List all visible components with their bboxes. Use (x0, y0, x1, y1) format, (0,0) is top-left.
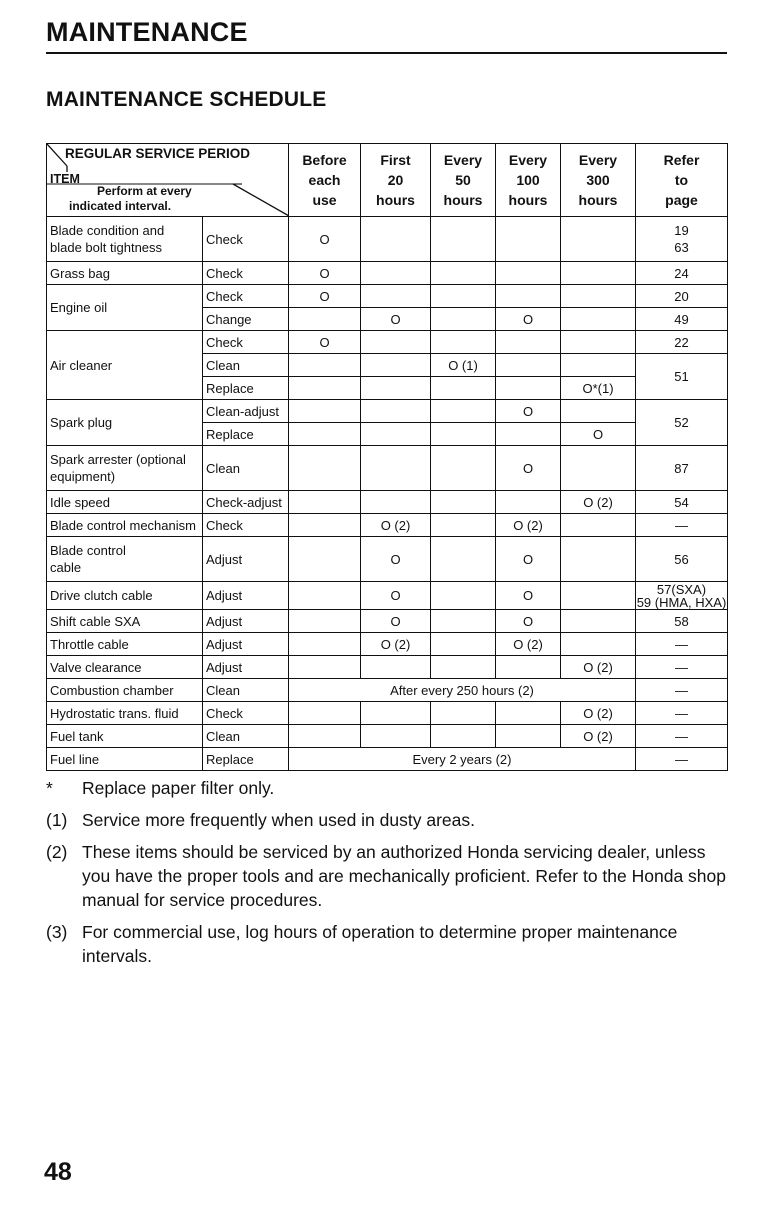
empty-cell (289, 610, 361, 633)
action-cell: Adjust (203, 537, 289, 582)
item-cell: Drive clutch cable (47, 582, 203, 610)
empty-cell (561, 331, 636, 354)
action-cell: Check (203, 514, 289, 537)
empty-cell (496, 285, 561, 308)
item-cell: Combustion chamber (47, 679, 203, 702)
empty-cell (496, 423, 561, 446)
mark-cell: O (496, 582, 561, 610)
empty-cell (561, 262, 636, 285)
mark-cell: O (2) (561, 491, 636, 514)
interval-cell: Every 2 years (2) (289, 748, 636, 771)
mark-cell: O (289, 217, 361, 262)
empty-cell (561, 354, 636, 377)
empty-cell (431, 633, 496, 656)
empty-cell (361, 491, 431, 514)
empty-cell (496, 491, 561, 514)
item-cell: Blade control cable (47, 537, 203, 582)
empty-cell (431, 702, 496, 725)
mark-cell: O (289, 262, 361, 285)
item-cell: Air cleaner (47, 331, 203, 400)
item-label: ITEM (50, 172, 80, 186)
table-row (47, 491, 728, 514)
empty-cell (496, 354, 561, 377)
empty-cell (361, 217, 431, 262)
table-row (47, 725, 728, 748)
footnote-key: * (46, 778, 53, 798)
action-cell: Adjust (203, 582, 289, 610)
page-cell: 54 (636, 491, 728, 514)
empty-cell (561, 217, 636, 262)
empty-cell (496, 217, 561, 262)
page-cell: 56 (636, 537, 728, 582)
col-header-text: Refer to page (663, 152, 700, 208)
empty-cell (431, 725, 496, 748)
mark-cell: O (361, 610, 431, 633)
mark-cell: O (561, 423, 636, 446)
table-row (47, 610, 728, 633)
mark-cell: O (2) (496, 514, 561, 537)
empty-cell (496, 262, 561, 285)
empty-cell (361, 262, 431, 285)
mark-cell: O (289, 285, 361, 308)
mark-cell: O (361, 537, 431, 582)
header-rule (46, 52, 727, 54)
item-cell: Hydrostatic trans. fluid (47, 702, 203, 725)
empty-cell (496, 656, 561, 679)
page-cell: 49 (636, 308, 728, 331)
item-cell: Grass bag (47, 262, 203, 285)
empty-cell (431, 308, 496, 331)
interval-label: indicated interval. (69, 199, 172, 213)
table-header-row (47, 144, 728, 217)
mark-cell: O (1) (431, 354, 496, 377)
action-cell: Change (203, 308, 289, 331)
action-cell: Check (203, 285, 289, 308)
table-row (47, 400, 728, 423)
page-cell: 51 (636, 354, 728, 400)
page-cell: 57(SXA) 59 (HMA, HXA) (636, 581, 727, 610)
action-cell: Clean (203, 725, 289, 748)
empty-cell (361, 656, 431, 679)
empty-cell (289, 725, 361, 748)
mark-cell: O (496, 610, 561, 633)
empty-cell (431, 610, 496, 633)
action-cell: Check-adjust (203, 491, 289, 514)
corner-header-cell (47, 144, 289, 217)
footnote-key: (3) (46, 922, 68, 942)
action-cell: Check (203, 702, 289, 725)
empty-cell (431, 446, 496, 491)
mark-cell: O (289, 331, 361, 354)
regular-service-period-label: REGULAR SERVICE PERIOD (65, 146, 251, 161)
col-header-text: First 20 hours (376, 152, 415, 208)
action-cell: Clean-adjust (203, 400, 289, 423)
page-cell: 52 (636, 400, 728, 446)
empty-cell (361, 702, 431, 725)
item-cell: Spark plug (47, 400, 203, 446)
action-cell: Replace (203, 377, 289, 400)
col-header-refer-page (636, 144, 728, 217)
maintenance-schedule-table (46, 143, 728, 771)
page-cell: — (636, 679, 728, 702)
col-header-before-use (289, 144, 361, 217)
empty-cell (561, 582, 636, 610)
col-header-every-50 (431, 144, 496, 217)
table-row (47, 656, 728, 679)
mark-cell: O (361, 582, 431, 610)
mark-cell: O (2) (561, 702, 636, 725)
empty-cell (431, 331, 496, 354)
action-cell: Check (203, 331, 289, 354)
empty-cell (431, 400, 496, 423)
empty-cell (431, 377, 496, 400)
section-title: MAINTENANCE SCHEDULE (46, 88, 327, 111)
empty-cell (289, 702, 361, 725)
footnote-key: (2) (46, 842, 68, 862)
empty-cell (361, 354, 431, 377)
table-row (47, 748, 728, 771)
empty-cell (361, 285, 431, 308)
col-header-first-20 (361, 144, 431, 217)
item-cell: Shift cable SXA (47, 610, 203, 633)
page-cell: 24 (636, 262, 728, 285)
empty-cell (561, 446, 636, 491)
page-number: 48 (44, 1158, 72, 1186)
mark-cell: O (2) (561, 656, 636, 679)
empty-cell (289, 354, 361, 377)
empty-cell (361, 400, 431, 423)
empty-cell (361, 725, 431, 748)
item-cell: Throttle cable (47, 633, 203, 656)
action-cell: Check (203, 217, 289, 262)
item-cell: Valve clearance (47, 656, 203, 679)
col-header-text: Every 300 hours (578, 152, 618, 208)
empty-cell (289, 308, 361, 331)
mark-cell: O (2) (496, 633, 561, 656)
empty-cell (289, 633, 361, 656)
page-cell: 20 (636, 285, 728, 308)
action-cell: Replace (203, 748, 289, 771)
empty-cell (561, 610, 636, 633)
page-title: MAINTENANCE (46, 17, 248, 47)
mark-cell: O (361, 308, 431, 331)
table-row (47, 537, 728, 582)
footnote-text: These items should be serviced by an authorized Honda servicing dealer, unless you have the proper tools and are mechanically proficient. Refer to the Honda shop manual for service procedures. (82, 842, 726, 910)
item-cell: Engine oil (47, 285, 203, 331)
footnotes (46, 776, 736, 976)
empty-cell (289, 582, 361, 610)
footnote-3 (46, 920, 736, 968)
item-cell: Idle speed (47, 491, 203, 514)
empty-cell (431, 491, 496, 514)
mark-cell: O (496, 537, 561, 582)
table-row (47, 679, 728, 702)
empty-cell (431, 582, 496, 610)
empty-cell (431, 514, 496, 537)
item-cell: Fuel line (47, 748, 203, 771)
action-cell: Clean (203, 354, 289, 377)
empty-cell (561, 537, 636, 582)
empty-cell (496, 331, 561, 354)
empty-cell (431, 423, 496, 446)
empty-cell (289, 514, 361, 537)
empty-cell (431, 656, 496, 679)
empty-cell (289, 491, 361, 514)
table-row (47, 446, 728, 491)
empty-cell (496, 725, 561, 748)
page-cell: — (636, 633, 728, 656)
empty-cell (431, 537, 496, 582)
empty-cell (431, 217, 496, 262)
page-cell: — (636, 656, 728, 679)
page-cell: 58 (636, 610, 728, 633)
empty-cell (561, 285, 636, 308)
action-cell: Replace (203, 423, 289, 446)
empty-cell (361, 423, 431, 446)
item-cell: Spark arrester (optional equipment) (47, 446, 203, 491)
footnote-text: Service more frequently when used in dusty areas. (82, 810, 475, 830)
mark-cell: O (496, 400, 561, 423)
action-cell: Clean (203, 446, 289, 491)
action-cell: Adjust (203, 633, 289, 656)
footnote-asterisk (46, 776, 736, 800)
item-cell: Blade control mechanism (47, 514, 203, 537)
col-header-every-100 (496, 144, 561, 217)
footnote-text: Replace paper filter only. (82, 778, 275, 798)
page-header (46, 14, 726, 50)
mark-cell: O (496, 446, 561, 491)
empty-cell (361, 446, 431, 491)
interval-cell: After every 250 hours (2) (289, 679, 636, 702)
table-row (47, 217, 728, 262)
table-row (47, 514, 728, 537)
page-cell: 22 (636, 331, 728, 354)
page-cell: 19 63 (636, 217, 728, 262)
table-row (47, 285, 728, 308)
empty-cell (496, 702, 561, 725)
footnote-2 (46, 840, 736, 912)
empty-cell (289, 400, 361, 423)
action-cell: Check (203, 262, 289, 285)
mark-cell: O*(1) (561, 377, 636, 400)
empty-cell (561, 633, 636, 656)
table-row (47, 262, 728, 285)
mark-cell: O (2) (561, 725, 636, 748)
page-cell: — (636, 748, 728, 771)
empty-cell (361, 377, 431, 400)
page-cell: — (636, 725, 728, 748)
empty-cell (289, 656, 361, 679)
item-cell: Blade condition and blade bolt tightness (47, 217, 203, 262)
empty-cell (431, 262, 496, 285)
mark-cell: O (2) (361, 514, 431, 537)
table-row (47, 633, 728, 656)
mark-cell: O (2) (361, 633, 431, 656)
empty-cell (361, 331, 431, 354)
page-cell: — (636, 514, 728, 537)
footnote-text: For commercial use, log hours of operation to determine proper maintenance intervals. (82, 922, 678, 966)
perform-label: Perform at every (97, 184, 192, 198)
empty-cell (289, 446, 361, 491)
empty-cell (289, 377, 361, 400)
empty-cell (289, 423, 361, 446)
col-header-every-300 (561, 144, 636, 217)
footnote-key: (1) (46, 810, 68, 830)
table-row (47, 582, 728, 610)
col-header-text: Every 50 hours (443, 152, 483, 208)
item-cell: Fuel tank (47, 725, 203, 748)
empty-cell (561, 400, 636, 423)
empty-cell (431, 285, 496, 308)
empty-cell (496, 377, 561, 400)
page-cell: 87 (636, 446, 728, 491)
page-cell: — (636, 702, 728, 725)
table-row (47, 331, 728, 354)
empty-cell (561, 514, 636, 537)
empty-cell (561, 308, 636, 331)
action-cell: Clean (203, 679, 289, 702)
action-cell: Adjust (203, 656, 289, 679)
action-cell: Adjust (203, 610, 289, 633)
col-header-text: Every 100 hours (508, 152, 548, 208)
table-row (47, 702, 728, 725)
col-header-text: Before each use (302, 152, 347, 208)
mark-cell: O (496, 308, 561, 331)
empty-cell (289, 537, 361, 582)
footnote-1 (46, 808, 736, 832)
